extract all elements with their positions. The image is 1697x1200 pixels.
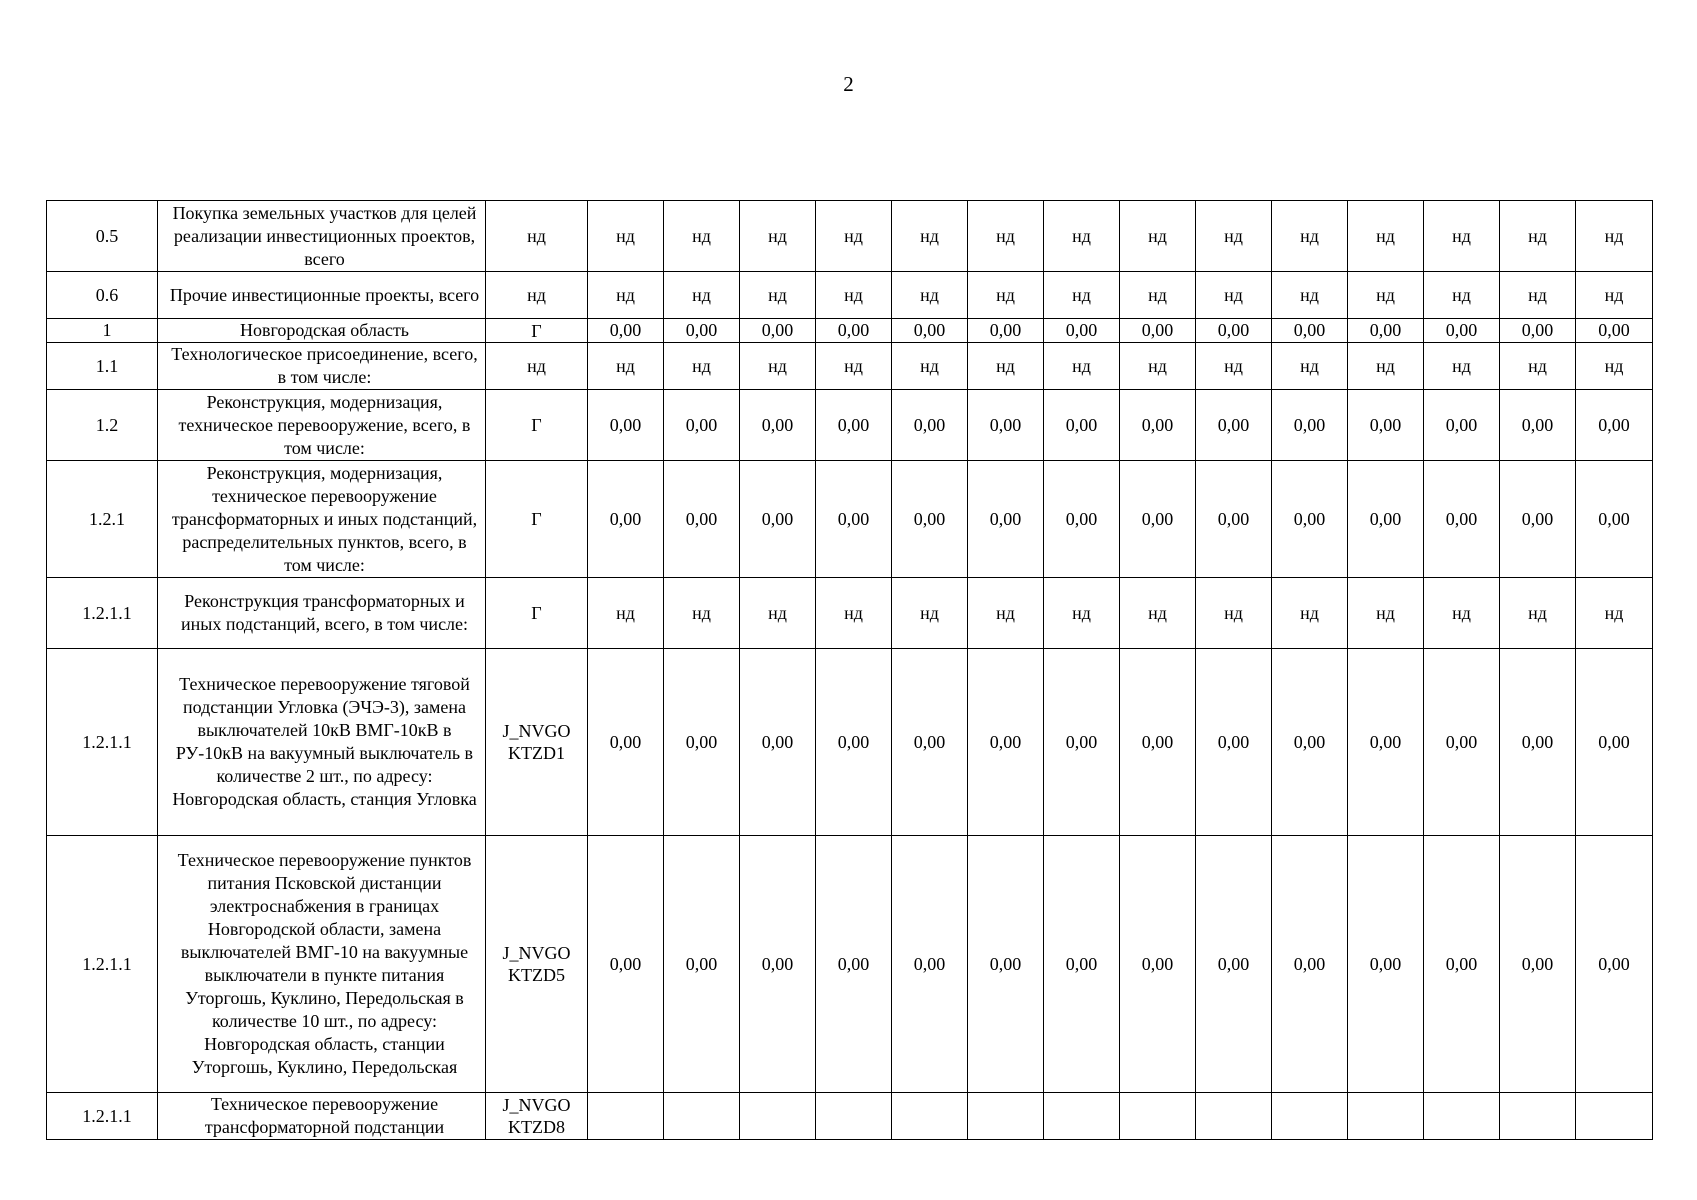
row-code-cell: Г [486,578,588,649]
value-cell: 0,00 [1576,836,1653,1093]
row-code-cell: нд [486,272,588,319]
value-cell: 0,00 [1348,319,1424,343]
value-cell: нд [1196,272,1272,319]
value-cell [1120,1093,1196,1140]
value-cell: 0,00 [1272,836,1348,1093]
value-cell: нд [1272,343,1348,390]
value-cell: 0,00 [1500,836,1576,1093]
value-cell: 0,00 [1348,461,1424,578]
value-cell: нд [740,343,816,390]
row-name-cell: Техническое перевооружение трансформаторной подстанции [158,1093,486,1140]
value-cell: 0,00 [1348,836,1424,1093]
value-cell: нд [1424,201,1500,272]
value-cell: нд [1348,201,1424,272]
value-cell: 0,00 [1424,836,1500,1093]
value-cell: нд [1120,272,1196,319]
page-number: 2 [843,72,854,96]
row-number-cell: 0.6 [47,272,158,319]
value-cell: нд [892,343,968,390]
value-cell: 0,00 [892,836,968,1093]
table-row [47,461,1653,578]
value-cell: 0,00 [1576,649,1653,836]
value-cell: нд [664,578,740,649]
value-cell: 0,00 [1044,390,1120,461]
value-cell: нд [1272,578,1348,649]
value-cell: нд [1424,578,1500,649]
row-name-cell: Новгородская область [158,319,486,343]
value-cell: 0,00 [740,836,816,1093]
value-cell: 0,00 [1120,836,1196,1093]
row-name-cell: Техническое перевооружение тяговой подстанции Угловка (ЭЧЭ-3), замена выключателей 10кВ ВМГ-10кВ в РУ-10кВ на вакуумный выключатель в количестве 2 шт., по адресу: Новгородская область, станция Угловка [158,649,486,836]
value-cell: 0,00 [664,649,740,836]
row-number-cell: 1.2 [47,390,158,461]
row-name-cell: Реконструкция, модернизация, техническое перевооружение трансформаторных и иных подстанций, распределительных пунктов, всего, в том числе: [158,461,486,578]
row-number-cell: 1.2.1 [47,461,158,578]
row-name-cell: Реконструкция, модернизация, техническое перевооружение, всего, в том числе: [158,390,486,461]
value-cell [1196,1093,1272,1140]
value-cell [1424,1093,1500,1140]
row-number-cell: 1.2.1.1 [47,578,158,649]
value-cell: нд [588,272,664,319]
row-name-cell: Прочие инвестиционные проекты, всего [158,272,486,319]
table-row [47,390,1653,461]
table-row [47,319,1653,343]
value-cell: 0,00 [1424,461,1500,578]
value-cell: 0,00 [664,390,740,461]
value-cell [1272,1093,1348,1140]
value-cell: нд [1272,272,1348,319]
value-cell: нд [1576,201,1653,272]
value-cell: 0,00 [664,319,740,343]
table-row [47,343,1653,390]
value-cell: 0,00 [1424,319,1500,343]
value-cell: 0,00 [1196,319,1272,343]
value-cell: нд [588,578,664,649]
value-cell: нд [1196,578,1272,649]
value-cell [892,1093,968,1140]
value-cell: 0,00 [1576,390,1653,461]
row-code-cell: Г [486,461,588,578]
table-row [47,649,1653,836]
value-cell: 0,00 [740,649,816,836]
value-cell: 0,00 [816,461,892,578]
value-cell: 0,00 [740,319,816,343]
value-cell: нд [1500,343,1576,390]
value-cell: нд [1424,343,1500,390]
row-code-cell: J_NVGO KTZD1 [486,649,588,836]
value-cell: 0,00 [892,319,968,343]
table-row [47,578,1653,649]
value-cell: 0,00 [892,461,968,578]
row-code-cell: нд [486,201,588,272]
value-cell: 0,00 [1348,390,1424,461]
value-cell: 0,00 [968,390,1044,461]
value-cell [664,1093,740,1140]
value-cell: 0,00 [1348,649,1424,836]
value-cell: 0,00 [1196,390,1272,461]
value-cell: 0,00 [816,836,892,1093]
value-cell: 0,00 [968,461,1044,578]
value-cell: 0,00 [1044,319,1120,343]
value-cell: нд [968,343,1044,390]
value-cell: 0,00 [1120,390,1196,461]
value-cell: 0,00 [816,319,892,343]
value-cell: 0,00 [1120,319,1196,343]
value-cell: 0,00 [588,319,664,343]
value-cell: нд [664,343,740,390]
value-cell: 0,00 [816,649,892,836]
value-cell: 0,00 [1424,390,1500,461]
value-cell: нд [588,201,664,272]
value-cell: 0,00 [1196,649,1272,836]
value-cell: нд [816,272,892,319]
value-cell: 0,00 [1500,319,1576,343]
row-number-cell: 1.2.1.1 [47,836,158,1093]
value-cell: 0,00 [1424,649,1500,836]
value-cell: нд [968,201,1044,272]
value-cell: 0,00 [892,390,968,461]
value-cell: нд [968,272,1044,319]
row-name-cell: Покупка земельных участков для целей реализации инвестиционных проектов, всего [158,201,486,272]
row-name-cell: Технологическое присоединение, всего, в том числе: [158,343,486,390]
value-cell: нд [1576,578,1653,649]
value-cell: 0,00 [1272,649,1348,836]
row-name-cell: Техническое перевооружение пунктов питания Псковской дистанции электроснабжения в границах Новгородской области, замена выключателей ВМГ-10 на вакуумные выключатели в пункте питания Уторгошь, Куклино, Передольская в количестве 10 шт., по адресу: Новгородская область, станции Уторгошь, Куклино, Передольская [158,836,486,1093]
value-cell: 0,00 [740,461,816,578]
value-cell: 0,00 [1196,461,1272,578]
value-cell: 0,00 [968,836,1044,1093]
row-name-cell: Реконструкция трансформаторных и иных подстанций, всего, в том числе: [158,578,486,649]
table-row [47,201,1653,272]
value-cell: нд [1120,343,1196,390]
value-cell: нд [1348,272,1424,319]
value-cell: нд [740,578,816,649]
row-code-cell: Г [486,319,588,343]
value-cell: 0,00 [1576,319,1653,343]
value-cell [968,1093,1044,1140]
row-code-cell: нд [486,343,588,390]
table-row [47,272,1653,319]
value-cell: 0,00 [664,461,740,578]
value-cell: нд [892,272,968,319]
value-cell [816,1093,892,1140]
value-cell: нд [1272,201,1348,272]
value-cell: нд [892,201,968,272]
value-cell: 0,00 [1576,461,1653,578]
row-number-cell: 1.1 [47,343,158,390]
row-number-cell: 0.5 [47,201,158,272]
row-number-cell: 1.2.1.1 [47,649,158,836]
value-cell: 0,00 [1272,390,1348,461]
value-cell [1576,1093,1653,1140]
value-cell: нд [1500,578,1576,649]
row-code-cell: J_NVGO KTZD8 [486,1093,588,1140]
value-cell: 0,00 [588,836,664,1093]
value-cell: 0,00 [1120,461,1196,578]
value-cell: нд [1500,272,1576,319]
value-cell: 0,00 [740,390,816,461]
value-cell: 0,00 [1044,649,1120,836]
value-cell: 0,00 [1120,649,1196,836]
value-cell: нд [588,343,664,390]
value-cell: нд [1348,343,1424,390]
value-cell: 0,00 [588,649,664,836]
value-cell: нд [1576,272,1653,319]
value-cell: 0,00 [816,390,892,461]
value-cell: 0,00 [1044,836,1120,1093]
value-cell [588,1093,664,1140]
value-cell: нд [740,201,816,272]
value-cell: 0,00 [968,649,1044,836]
value-cell: 0,00 [664,836,740,1093]
value-cell: нд [1044,578,1120,649]
value-cell: нд [1120,578,1196,649]
value-cell: нд [664,272,740,319]
value-cell: нд [1196,343,1272,390]
row-number-cell: 1.2.1.1 [47,1093,158,1140]
value-cell: нд [968,578,1044,649]
value-cell: 0,00 [1272,319,1348,343]
value-cell: 0,00 [1500,649,1576,836]
table-row [47,836,1653,1093]
value-cell: нд [1196,201,1272,272]
value-cell: 0,00 [1044,461,1120,578]
value-cell: нд [1044,201,1120,272]
value-cell: 0,00 [1272,461,1348,578]
value-cell: 0,00 [892,649,968,836]
value-cell: 0,00 [1196,836,1272,1093]
value-cell: нд [816,578,892,649]
value-cell: нд [1120,201,1196,272]
value-cell [1348,1093,1424,1140]
table-row [47,1093,1653,1140]
value-cell [1044,1093,1120,1140]
value-cell: нд [816,201,892,272]
value-cell: 0,00 [588,390,664,461]
value-cell: нд [892,578,968,649]
value-cell: нд [1348,578,1424,649]
value-cell: нд [1576,343,1653,390]
value-cell: нд [1500,201,1576,272]
value-cell: 0,00 [1500,390,1576,461]
value-cell: нд [664,201,740,272]
value-cell [740,1093,816,1140]
value-cell: нд [1044,343,1120,390]
row-code-cell: J_NVGO KTZD5 [486,836,588,1093]
value-cell [1500,1093,1576,1140]
value-cell: нд [1424,272,1500,319]
value-cell: 0,00 [588,461,664,578]
value-cell: нд [1044,272,1120,319]
value-cell: нд [816,343,892,390]
row-number-cell: 1 [47,319,158,343]
value-cell: 0,00 [968,319,1044,343]
value-cell: 0,00 [1500,461,1576,578]
value-cell: нд [740,272,816,319]
investment-table [46,200,1653,1140]
row-code-cell: Г [486,390,588,461]
